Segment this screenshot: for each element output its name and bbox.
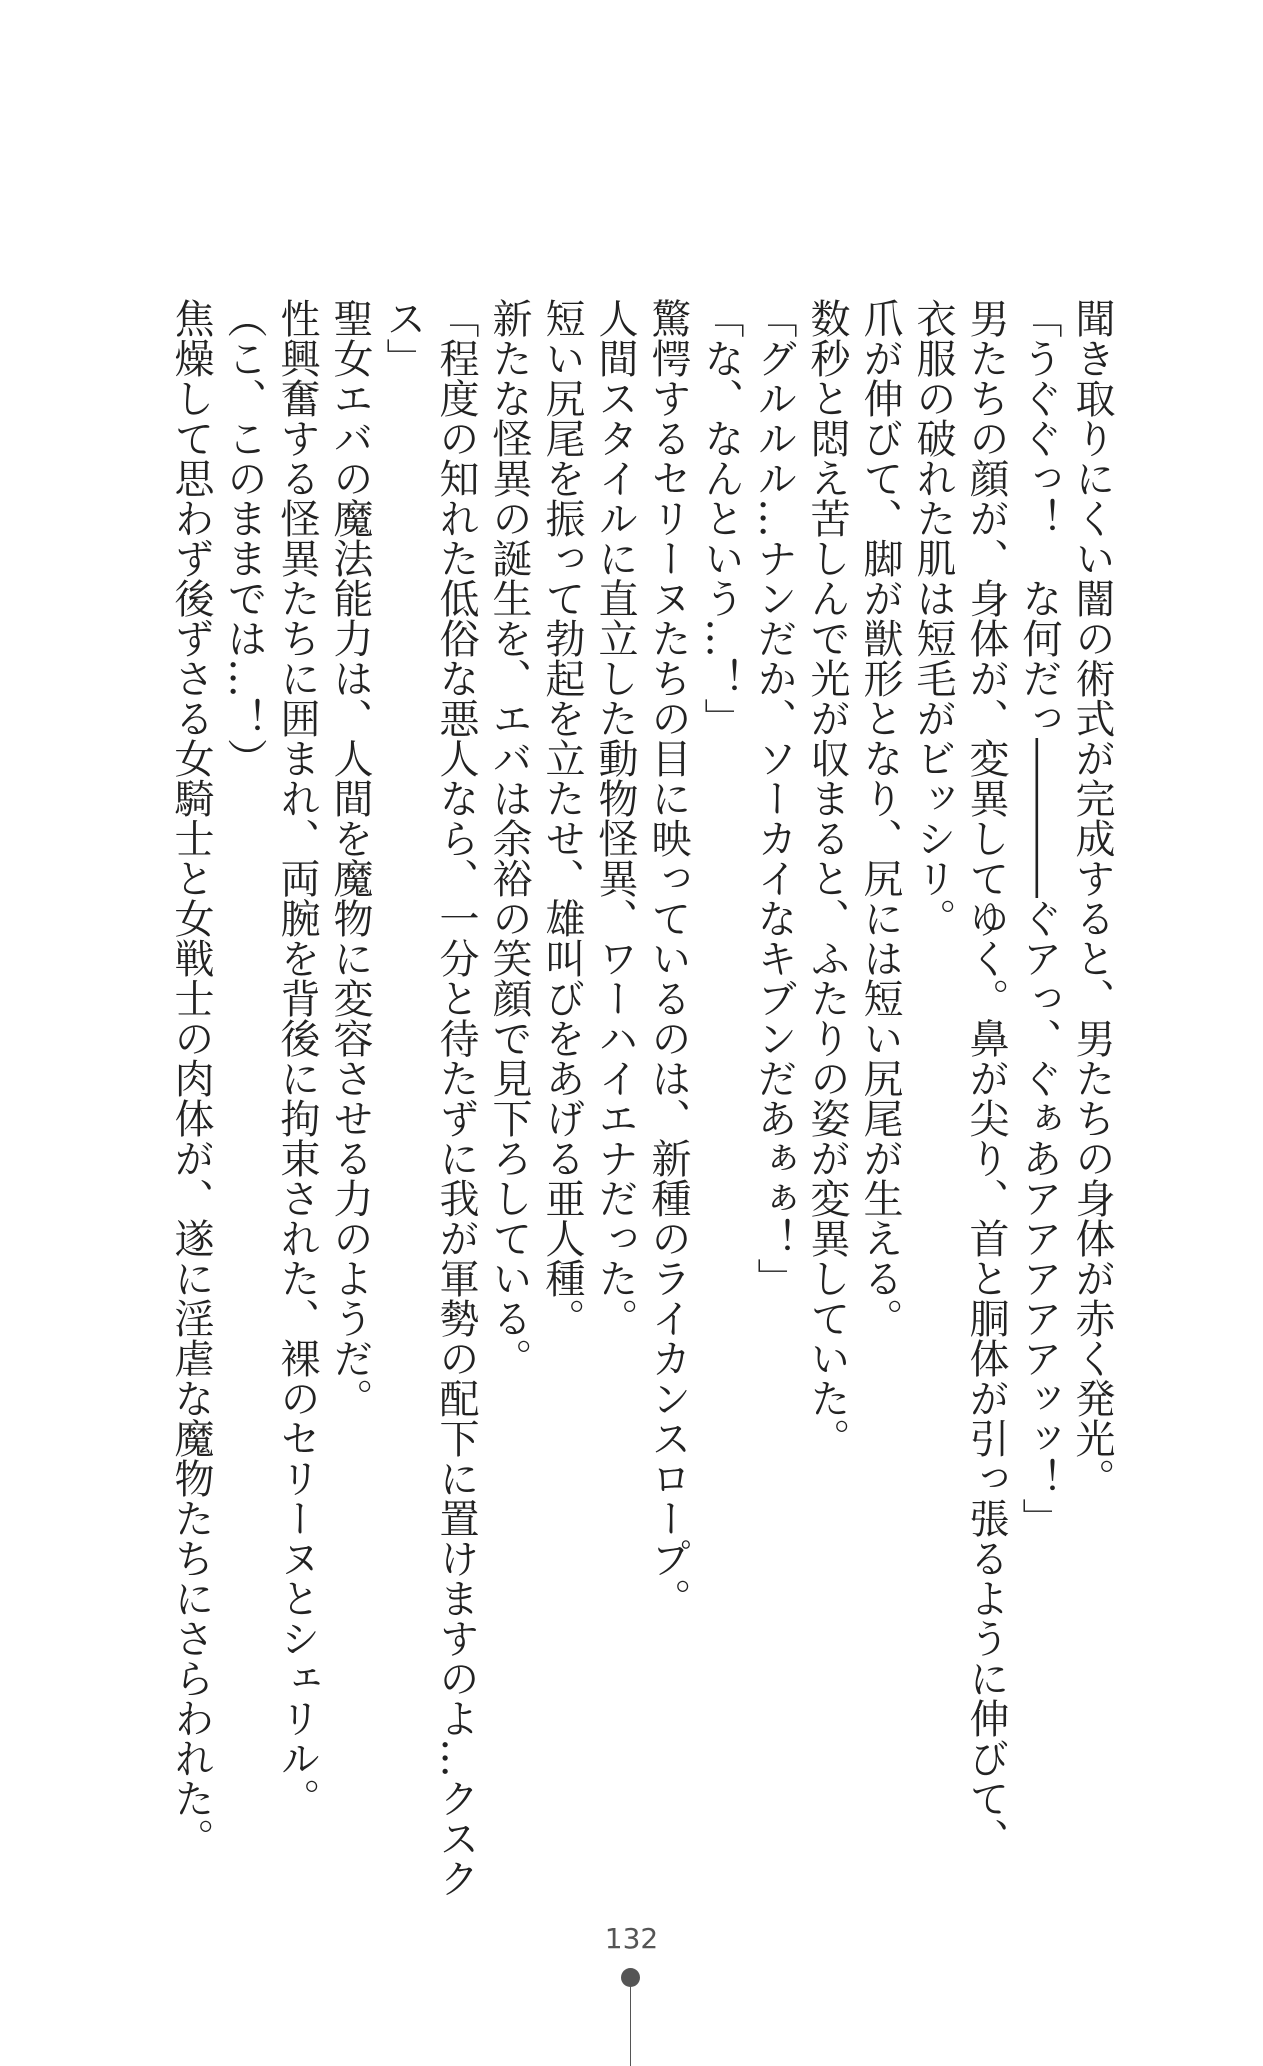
text-line: 性興奮する怪異たちに囲まれ、両腕を背後に拘束された、裸のセリーヌとシェリル。: [274, 298, 320, 1818]
text-line: 「グルルル…ナンだか、ソーカイなキブンだあぁぁ！」: [751, 298, 797, 1298]
text-line: 焦燥して思わず後ずさる女騎士と女戦士の肉体が、遂に淫虐な魔物たちにさらわれた。: [168, 298, 214, 1858]
text-line: ス」: [380, 298, 426, 378]
text-line: 男たちの顔が、身体が、変異してゆく。鼻が尖り、首と胴体が引っ張るように伸びて、: [963, 298, 1009, 1858]
text-line: 衣服の破れた肌は短毛がビッシリ。: [910, 298, 956, 938]
page-marker-dot-icon: [621, 1968, 640, 1987]
text-line: 短い尻尾を振って勃起を立たせ、雄叫びをあげる亜人種。: [539, 298, 585, 1338]
text-line: 「うぐぐっ！ な何だっ――――ぐアっ、ぐぁあアアアアアッッ！」: [1016, 298, 1062, 1538]
body-text: [118, 298, 1118, 1898]
page-marker-line: [630, 1986, 631, 2066]
text-line: 「な、なんという…！」: [698, 298, 744, 738]
text-line: 人間スタイルに直立した動物怪異、ワーハイエナだった。: [592, 298, 638, 1338]
text-line: 聞き取りにくい闇の術式が完成すると、男たちの身体が赤く発光。: [1069, 298, 1115, 1498]
text-line: 数秒と悶え苦しんで光が収まると、ふたりの姿が変異していた。: [804, 298, 850, 1458]
text-line: （こ、このままでは…！）: [221, 298, 267, 778]
text-line: 「程度の知れた低俗な悪人なら、一分と待たずに我が軍勢の配下に置けますのよ…クスク: [433, 298, 479, 1898]
text-line: 新たな怪異の誕生を、エバは余裕の笑顔で見下ろしている。: [486, 298, 532, 1378]
page-number: 132: [604, 1922, 659, 1955]
text-line: 聖女エバの魔法能力は、人間を魔物に変容させる力のようだ。: [327, 298, 373, 1418]
text-line: 驚愕するセリーヌたちの目に映っているのは、新種のライカンスロープ。: [645, 298, 691, 1618]
text-line: 爪が伸びて、脚が獣形となり、尻には短い尻尾が生える。: [857, 298, 903, 1338]
